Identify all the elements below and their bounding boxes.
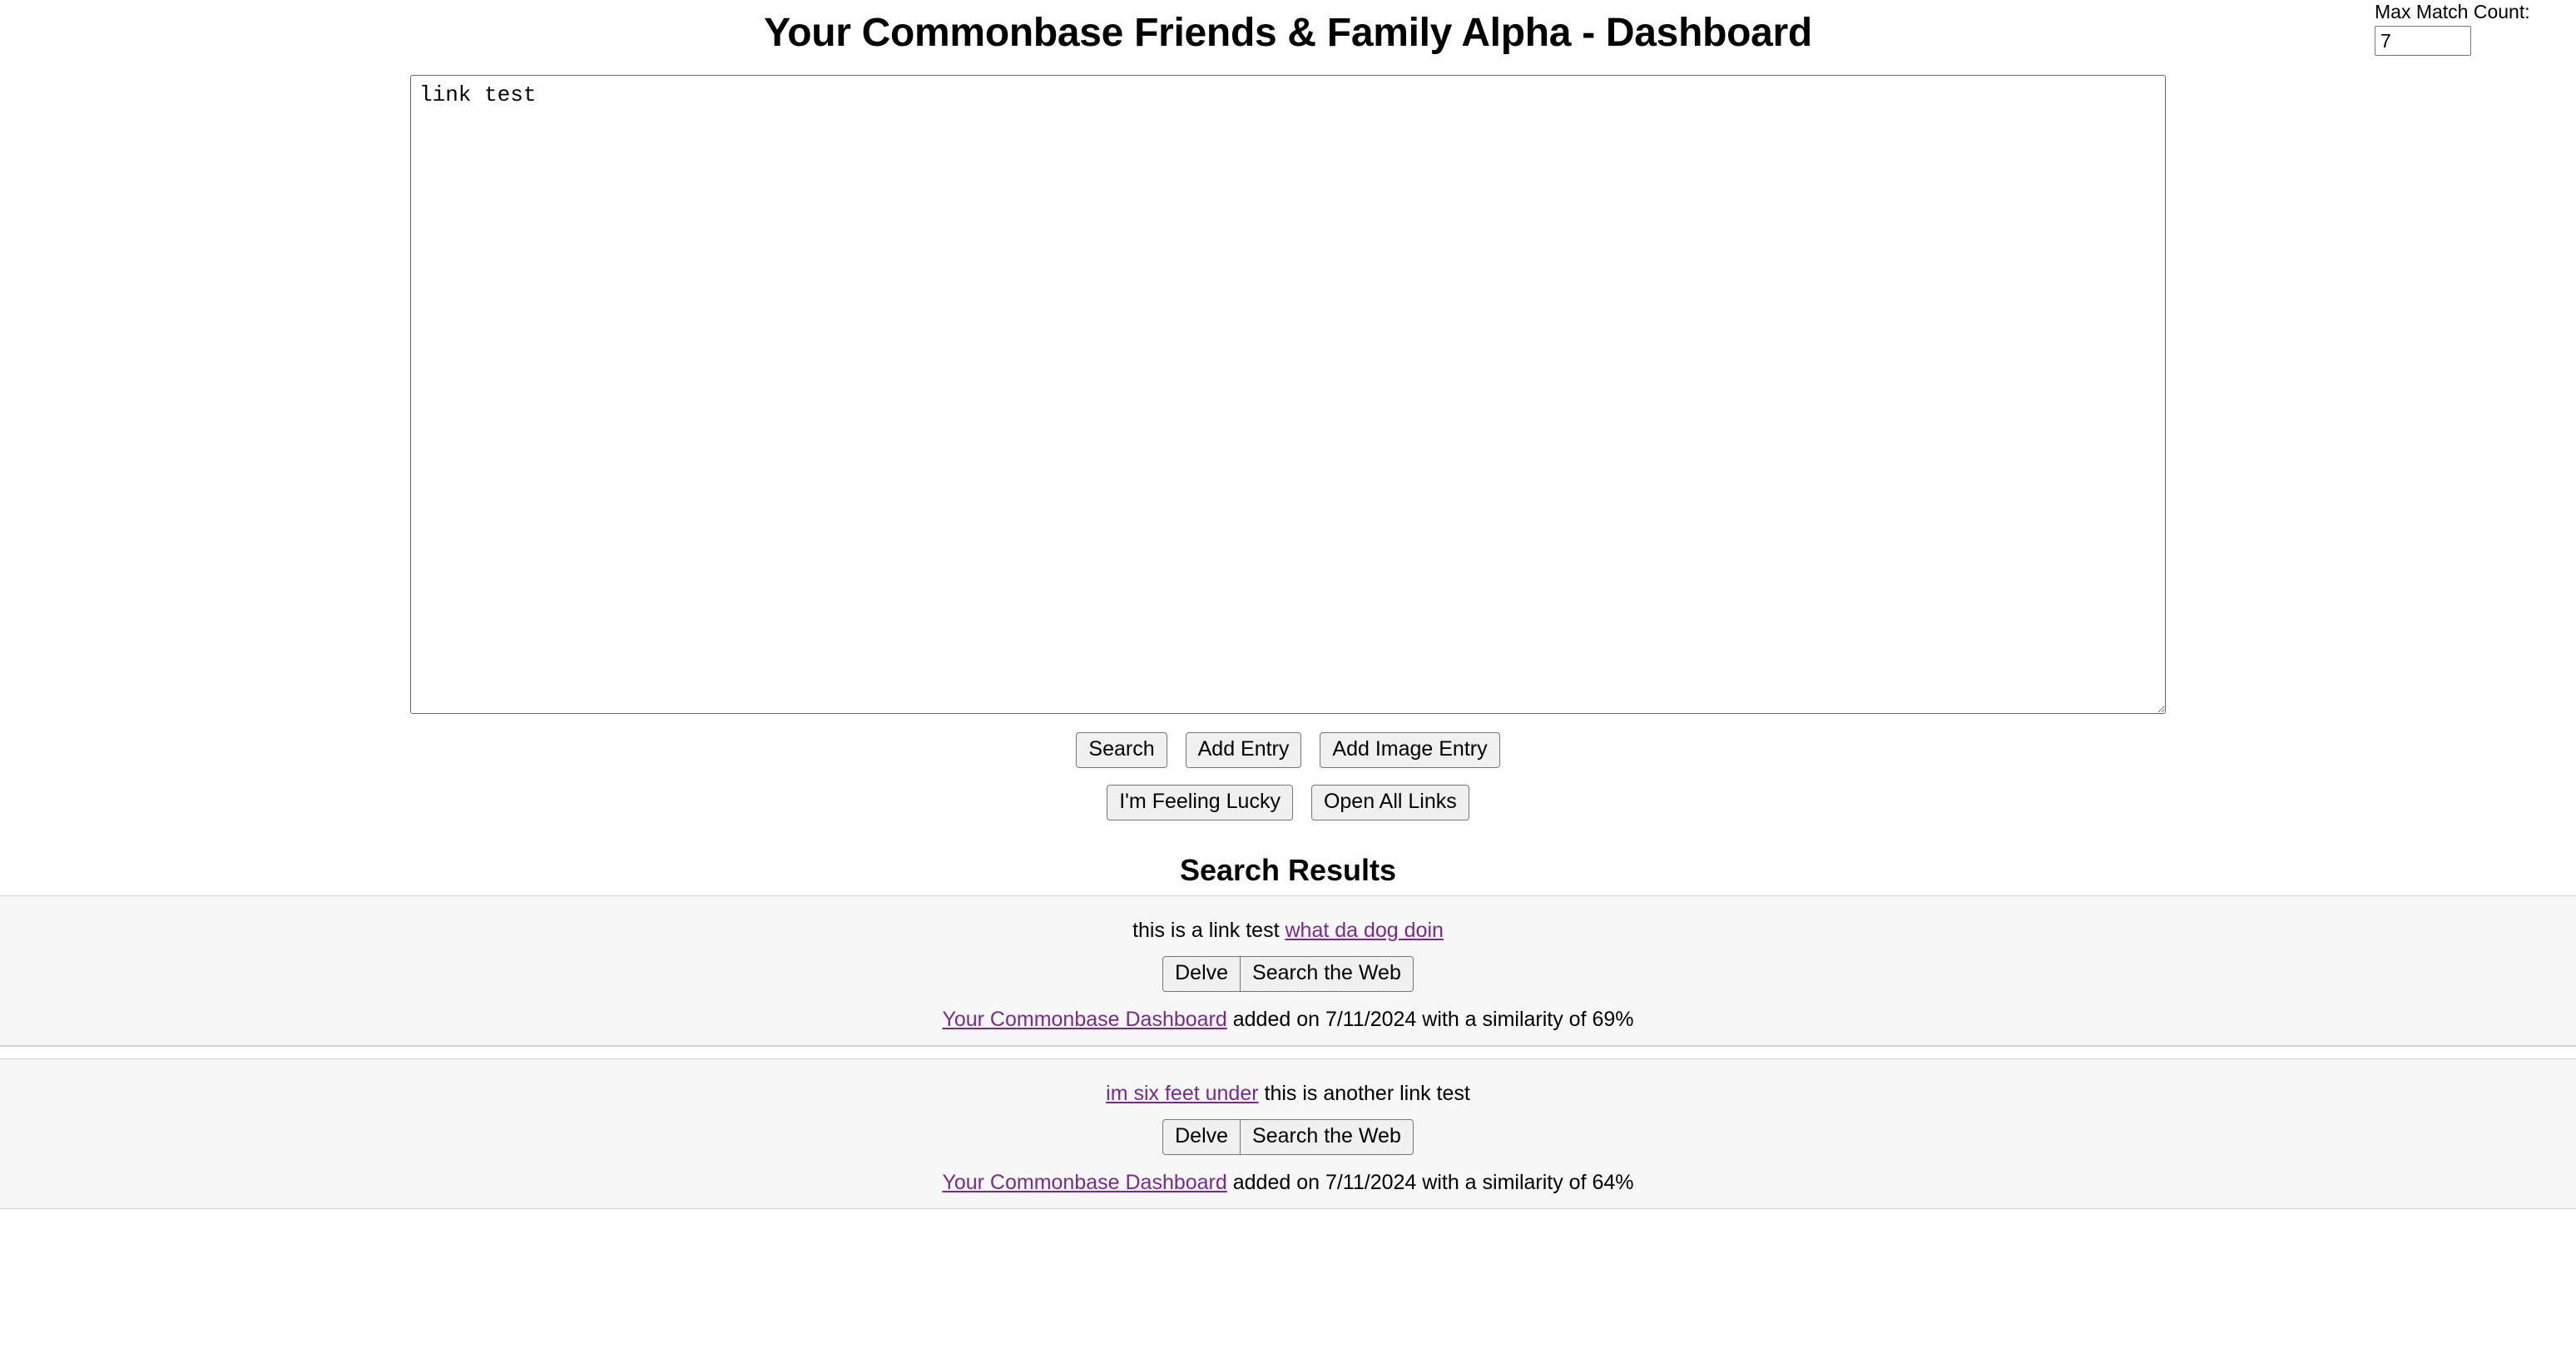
result-snippet-pre: this is a link test [1132, 919, 1286, 942]
composer-row [0, 75, 2576, 714]
result-actions [0, 1119, 2576, 1155]
search-results-heading: Search Results [1179, 853, 1397, 887]
result-gap [0, 1047, 2576, 1058]
secondary-actions-row [0, 785, 2576, 820]
result-card [0, 1058, 2576, 1209]
result-card [0, 895, 2576, 1046]
result-inline-link[interactable]: im six feet under [1106, 1082, 1259, 1105]
result-snippet-post: this is another link test [1258, 1082, 1470, 1105]
result-inline-link[interactable]: what da dog doin [1285, 919, 1444, 942]
entry-textarea[interactable] [410, 75, 2166, 714]
max-match-count-group [2375, 0, 2566, 56]
add-entry-button[interactable]: Add Entry [1186, 732, 1302, 768]
primary-actions-row [0, 732, 2576, 768]
delve-button[interactable]: Delve [1162, 956, 1241, 992]
add-image-entry-button[interactable]: Add Image Entry [1320, 732, 1499, 768]
open-all-links-button[interactable]: Open All Links [1311, 785, 1469, 820]
search-button[interactable]: Search [1076, 732, 1167, 768]
max-match-count-label: Max Match Count: [2375, 1, 2530, 22]
result-meta [0, 1170, 2576, 1195]
result-source-link[interactable]: Your Commonbase Dashboard [942, 1008, 1227, 1031]
im-feeling-lucky-button[interactable]: I'm Feeling Lucky [1107, 785, 1293, 820]
max-match-count-input[interactable] [2375, 26, 2471, 56]
result-actions [0, 956, 2576, 992]
page-title: Your Commonbase Friends & Family Alpha - Dashboard [764, 11, 1812, 55]
search-the-web-button[interactable]: Search the Web [1241, 1119, 1414, 1155]
result-meta-text: added on 7/11/2024 with a similarity of 64% [1226, 1171, 1634, 1194]
delve-button[interactable]: Delve [1162, 1119, 1241, 1155]
result-snippet [0, 1081, 2576, 1106]
result-meta-text: added on 7/11/2024 with a similarity of 69% [1226, 1008, 1634, 1031]
result-snippet [0, 918, 2576, 943]
result-source-link[interactable]: Your Commonbase Dashboard [942, 1171, 1227, 1194]
search-the-web-button[interactable]: Search the Web [1241, 956, 1414, 992]
result-meta [0, 1007, 2576, 1032]
